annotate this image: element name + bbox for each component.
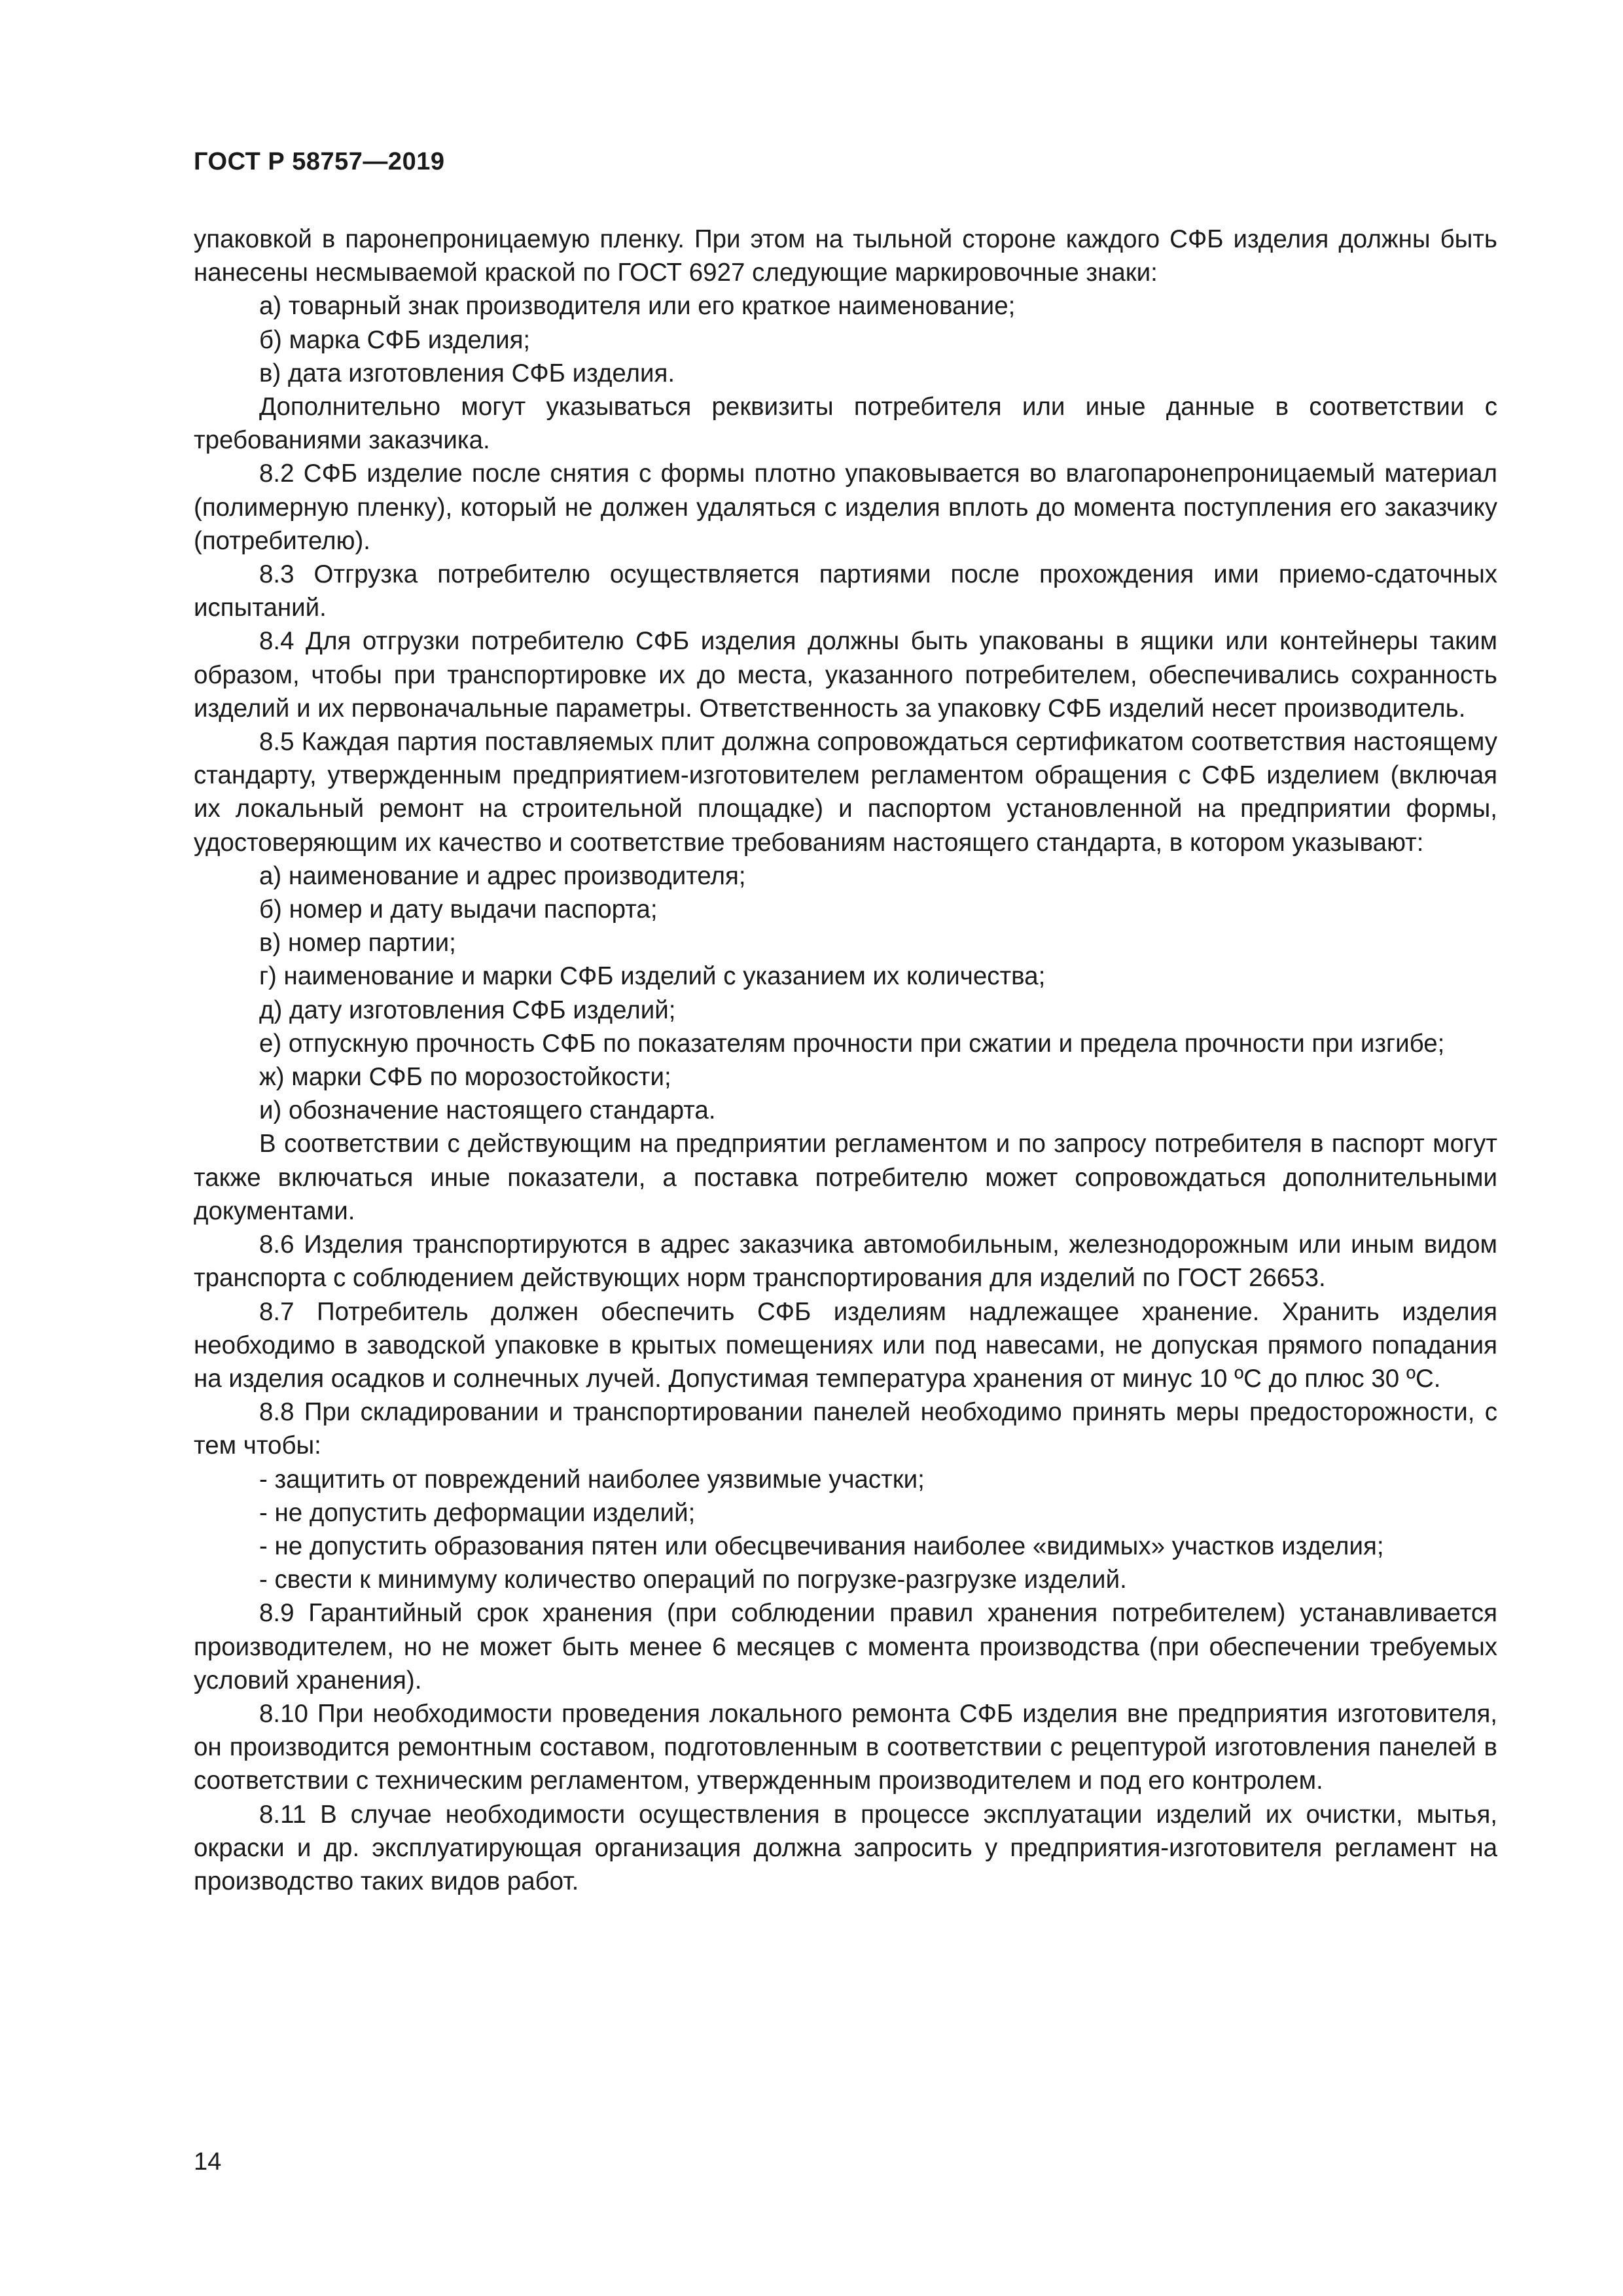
paragraph: 8.7 Потребитель должен обеспечить СФБ изделиям надлежащее хранение. Хранить изделия необходимо в заводской упаковке в крытых помещениях или под навесами, не допуская прямого попадания на изделия осадков и солнечных лучей. Допустимая температура хранения от минус 10 ºС до плюс 30 ºС. xyxy=(194,1297,1497,1393)
list-item: - свести к минимуму количество операций по погрузке-разгрузке изделий. xyxy=(259,1566,1127,1594)
paragraph: и) обозначение настоящего стандарта. xyxy=(259,1096,716,1125)
paragraph: 8.10 При необходимости проведения локального ремонта СФБ изделия вне предприятия изготовителя, он производится ремонтным составом, подготовленным в соответствии с рецептурой изготовления панелей в соответствии с техническим регламентом, утвержденным производителем и под его контролем. xyxy=(194,1699,1497,1795)
paragraph: е) отпускную прочность СФБ по показателям прочности при сжатии и предела прочности при изгибе; xyxy=(259,1029,1445,1058)
paragraph: д) дату изготовления СФБ изделий; xyxy=(259,996,676,1024)
list-item: - не допустить образования пятен или обесцвечивания наиболее «видимых» участков изделия; xyxy=(259,1532,1384,1560)
paragraph: в) номер партии; xyxy=(259,929,456,958)
paragraph: а) товарный знак производителя или его краткое наименование; xyxy=(259,292,1016,321)
paragraph: б) марка СФБ изделия; xyxy=(259,325,531,354)
paragraph: г) наименование и марки СФБ изделий с указанием их количества; xyxy=(259,962,1046,991)
document-code-header: ГОСТ Р 58757—2019 xyxy=(194,148,445,175)
paragraph: 8.2 СФБ изделие после снятия с формы плотно упаковывается во влагопаронепроницаемый материал (полимерную пленку), который не должен удаляться с изделия вплоть до момента поступления его заказчику (потребителю). xyxy=(194,459,1497,555)
paragraph: 8.4 Для отгрузки потребителю СФБ изделия должны быть упакованы в ящики или контейнеры таким образом, чтобы при транспортировке их до места, указанного потребителем, обеспечивались сохранность изделий и их первоначальные параметры. Ответственность за упаковку СФБ изделий несет производитель. xyxy=(194,627,1497,723)
paragraph: 8.6 Изделия транспортируются в адрес заказчика автомобильным, железнодорожным или иным видом транспорта с соблюдением действующих норм транспортирования для изделий по ГОСТ 26653. xyxy=(194,1230,1497,1293)
paragraph: 8.11 В случае необходимости осуществления в процессе эксплуатации изделий их очистки, мытья, окраски и др. эксплуатирующая организация должна запросить у предприятия-изготовителя регламент на производство таких видов работ. xyxy=(194,1800,1497,1895)
paragraph: 8.8 При складировании и транспортировании панелей необходимо принять меры предосторожности, с тем чтобы: xyxy=(194,1398,1497,1460)
paragraph: 8.5 Каждая партия поставляемых плит должна сопровождаться сертификатом соответствия настоящему стандарту, утвержденным предприятием-изготовителем регламентом обращения с СФБ изделием (включая их локальный ремонт на строительной площадке) и паспортом установленной на предприятии формы, удостоверяющим их качество и соответствие требованиям настоящего стандарта, в котором указывают: xyxy=(194,728,1497,857)
paragraph: 8.3 Отгрузка потребителю осуществляется партиями после прохождения ими приемо-сдаточных испытаний. xyxy=(194,560,1497,622)
paragraph: ж) марки СФБ по морозостойкости; xyxy=(259,1063,671,1092)
paragraph: 8.9 Гарантийный срок хранения (при соблюдении правил хранения потребителем) устанавливается производителем, но не может быть менее 6 месяцев с момента производства (при обеспечении требуемых условий хранения). xyxy=(194,1599,1497,1695)
paragraph: а) наименование и адрес производителя; xyxy=(259,861,746,890)
paragraph: упаковкой в паронепроницаемую пленку. При этом на тыльной стороне каждого СФБ изделия должны быть нанесены несмываемой краской по ГОСТ 6927 следующие маркировочные знаки: xyxy=(194,225,1497,287)
list-item: - не допустить деформации изделий; xyxy=(259,1498,696,1527)
list-item: - защитить от повреждений наиболее уязвимые участки; xyxy=(259,1465,925,1494)
paragraph: Дополнительно могут указываться реквизиты потребителя или иные данные в соответствии с требованиями заказчика. xyxy=(194,393,1497,455)
paragraph: б) номер и дату выдачи паспорта; xyxy=(259,895,658,924)
page-number: 14 xyxy=(194,2148,222,2176)
paragraph: В соответствии с действующим на предприятии регламентом и по запросу потребителя в паспорт могут также включаться иные показатели, а поставка потребителю может сопровождаться дополнительными документами. xyxy=(194,1130,1497,1225)
document-body xyxy=(194,223,1497,1898)
paragraph: в) дата изготовления СФБ изделия. xyxy=(259,359,675,387)
